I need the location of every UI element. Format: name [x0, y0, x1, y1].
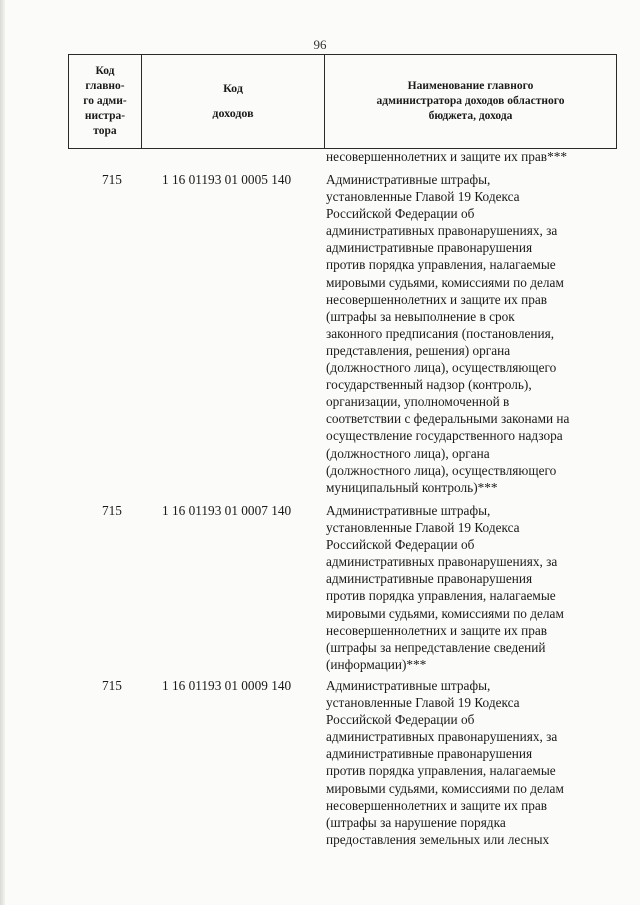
page-number: 96: [313, 37, 327, 52]
header-line: нистра-: [84, 110, 126, 122]
income-code: 1 16 01193 01 0009 140: [162, 678, 292, 693]
income-name: [326, 502, 602, 673]
name-line: установленные Главой 19 Кодекса: [326, 189, 520, 205]
name-line: Российской Федерации об: [326, 712, 475, 728]
header-admin-code: [69, 55, 142, 149]
name-line: соответствии с федеральными законами на: [326, 411, 570, 427]
page-edge: [0, 0, 5, 905]
income-name: [326, 171, 602, 496]
name-line: установленные Главой 19 Кодекса: [326, 695, 520, 711]
header-line: администратора доходов областного: [376, 95, 565, 107]
name-line: Административные штрафы,: [326, 678, 491, 693]
name-line: несовершеннолетних и защите их прав: [326, 291, 548, 307]
name-line: против порядка управления, налагаемые: [326, 763, 556, 779]
name-line: (штрафы за невыполнение в срок: [326, 308, 515, 324]
name-line: законного предписания (постановления,: [326, 325, 555, 341]
name-line: мировыми судьями, комиссиями по делам: [326, 780, 564, 796]
name-line: (должностного лица), органа: [326, 445, 490, 461]
header-line: Код: [95, 65, 115, 77]
table-header: [68, 54, 617, 149]
name-line: представления, решения) органа: [326, 342, 511, 358]
name-line: (должностного лица), осуществляющего: [326, 462, 557, 478]
name-line: Российской Федерации об: [326, 537, 475, 553]
name-line: (штрафы за непредставление сведений: [326, 639, 546, 655]
name-line: Административные штрафы,: [326, 172, 491, 187]
income-code: 1 16 01193 01 0005 140: [162, 172, 292, 187]
name-line: Административные штрафы,: [326, 503, 491, 518]
admin-code: 715: [102, 503, 122, 518]
name-line: установленные Главой 19 Кодекса: [326, 520, 520, 536]
name-line: административных правонарушениях, за: [326, 554, 558, 570]
header-income-code: [142, 55, 325, 149]
admin-code: 715: [102, 172, 122, 187]
continuation-text: несовершеннолетних и защите их прав***: [326, 149, 568, 164]
name-line: осуществление государственного надзора: [326, 428, 563, 444]
name-line: организации, уполномоченной в: [326, 394, 510, 410]
income-name: [326, 677, 602, 848]
name-line: мировыми судьями, комиссиями по делам: [326, 605, 564, 621]
name-line: несовершеннолетних и защите их прав: [326, 622, 548, 638]
header-line: Код: [223, 81, 243, 95]
header-name: [325, 55, 617, 149]
name-line: Российской Федерации об: [326, 206, 475, 222]
name-line: (должностного лица), осуществляющего: [326, 360, 557, 376]
name-line: административных правонарушениях, за: [326, 223, 558, 239]
name-line: муниципальный контроль)***: [326, 479, 498, 495]
name-line: административные правонарушения: [326, 240, 533, 256]
header-line: го адми-: [83, 95, 127, 107]
name-line: административные правонарушения: [326, 746, 533, 762]
name-line: против порядка управления, налагаемые: [326, 257, 556, 273]
header-line: тора: [93, 125, 117, 137]
name-line: (штрафы за нарушение порядка: [326, 814, 506, 830]
admin-code: 715: [102, 678, 122, 693]
header-line: доходов: [212, 106, 254, 120]
name-line: государственный надзор (контроль),: [326, 377, 532, 393]
header-line: главно-: [85, 80, 125, 92]
name-line: мировыми судьями, комиссиями по делам: [326, 274, 564, 290]
name-line: против порядка управления, налагаемые: [326, 588, 556, 604]
name-line: административные правонарушения: [326, 571, 533, 587]
income-code: 1 16 01193 01 0007 140: [162, 503, 292, 518]
name-line: (информации)***: [326, 656, 427, 672]
header-line: бюджета, дохода: [428, 110, 513, 122]
name-line: несовершеннолетних и защите их прав: [326, 797, 548, 813]
name-line: предоставления земельных или лесных: [326, 831, 550, 847]
name-line: административных правонарушениях, за: [326, 729, 558, 745]
header-line: Наименование главного: [407, 80, 534, 92]
